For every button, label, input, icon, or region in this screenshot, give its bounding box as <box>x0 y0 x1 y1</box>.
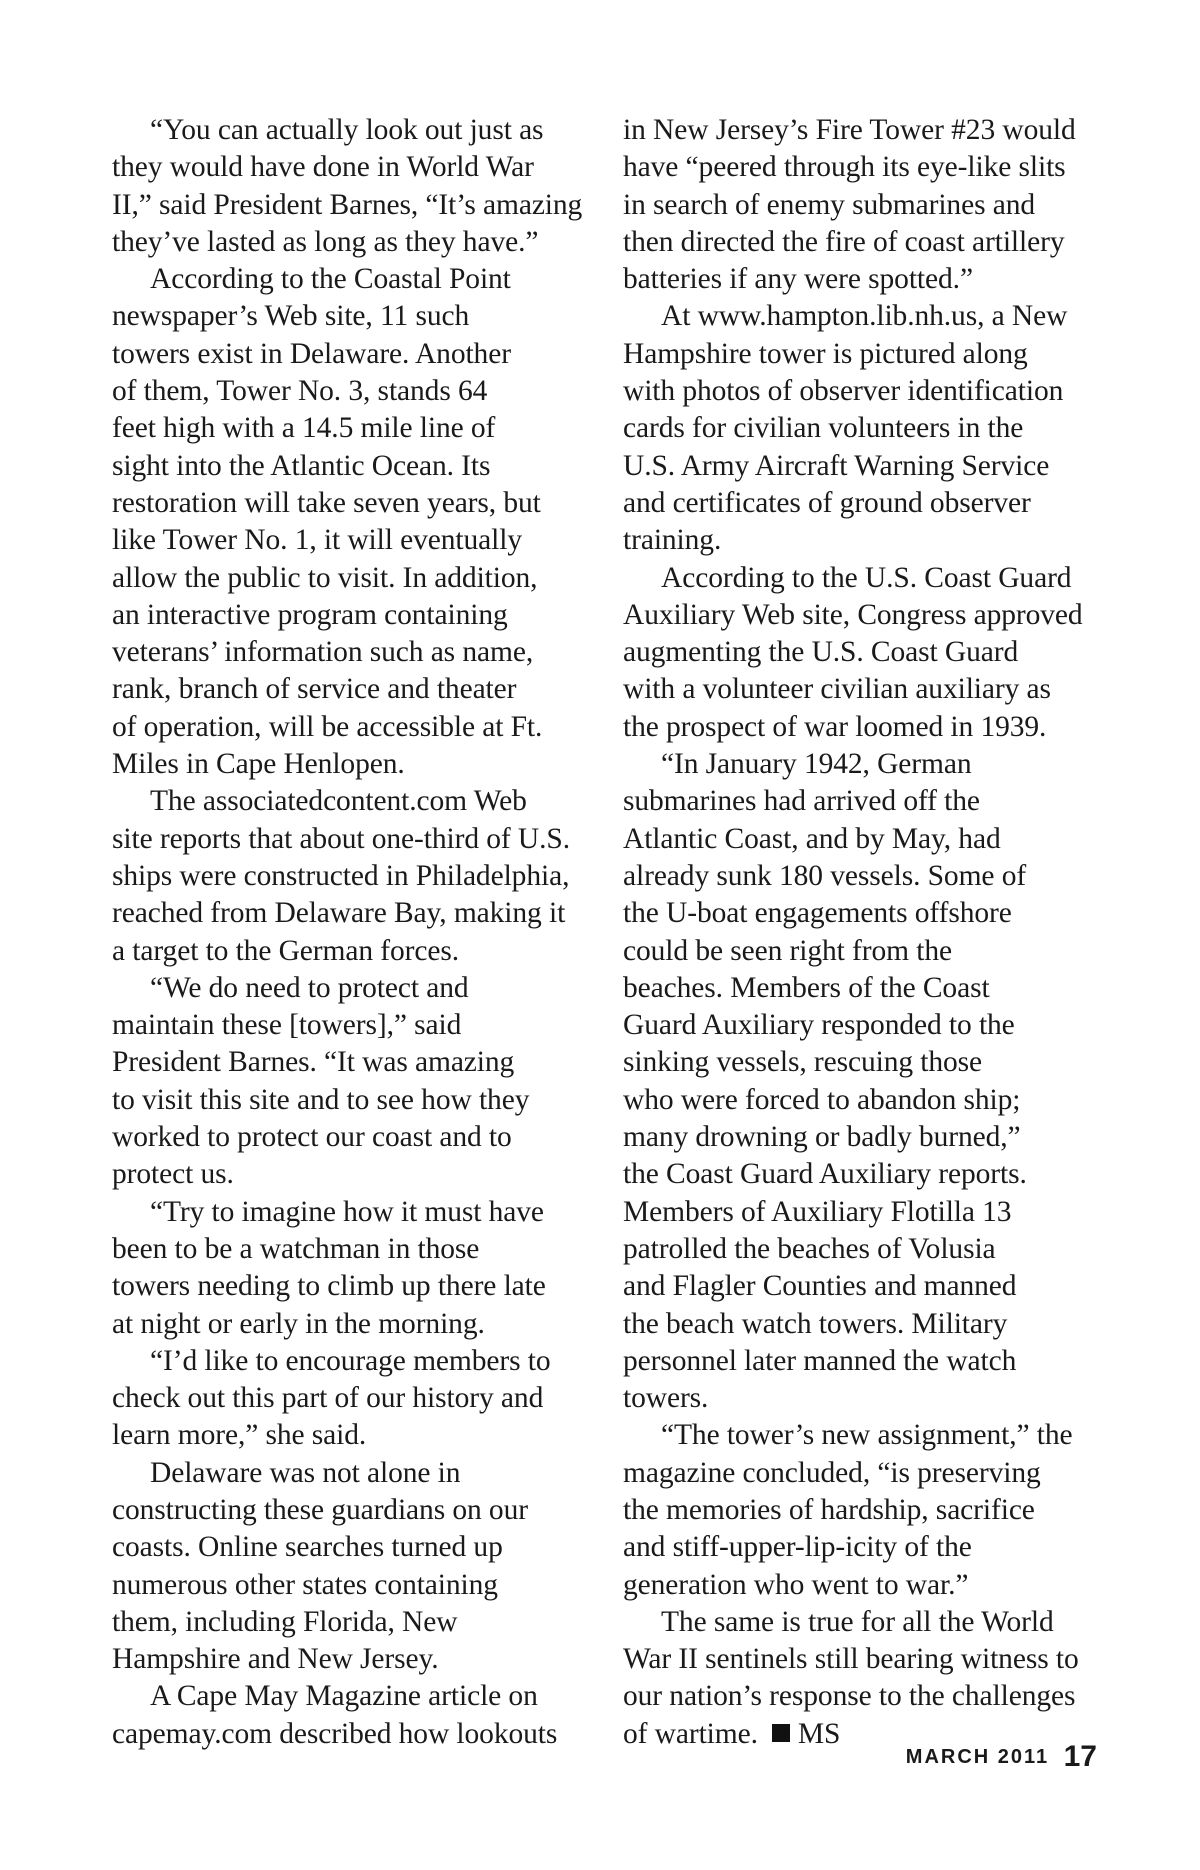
text-line: have “peered through its eye-like slits <box>623 151 1066 184</box>
article-paragraph <box>623 1604 1103 1753</box>
text-line: and certificates of ground observer <box>623 486 1031 519</box>
text-line: training. <box>623 524 722 557</box>
text-line: with photos of observer identification <box>623 375 1064 408</box>
article-paragraph <box>112 1455 602 1679</box>
text-line: then directed the fire of coast artillery <box>623 225 1065 258</box>
text-line: patrolled the beaches of Volusia <box>623 1232 996 1265</box>
text-line: According to the Coastal Point <box>150 263 511 296</box>
text-line: constructing these guardians on our <box>112 1493 528 1526</box>
text-line: many drowning or badly burned,” <box>623 1121 1021 1154</box>
text-line: sight into the Atlantic Ocean. Its <box>112 449 491 482</box>
text-line: Atlantic Coast, and by May, had <box>623 822 1001 855</box>
text-line: According to the U.S. Coast Guard <box>661 561 1072 594</box>
text-line: “Try to imagine how it must have <box>150 1195 544 1228</box>
text-line: magazine concluded, “is preserving <box>623 1456 1041 1489</box>
text-line: in search of enemy submarines and <box>623 188 1036 221</box>
text-line: generation who went to war.” <box>623 1568 969 1601</box>
text-line: veterans’ information such as name, <box>112 636 534 669</box>
text-line: coasts. Online searches turned up <box>112 1531 503 1564</box>
text-line: Delaware was not alone in <box>150 1456 461 1489</box>
text-line: a target to the German forces. <box>112 934 460 967</box>
text-line: they would have done in World War <box>112 151 534 184</box>
text-line: learn more,” she said. <box>112 1419 367 1452</box>
text-line: been to be a watchman in those <box>112 1232 480 1265</box>
text-line: restoration will take seven years, but <box>112 486 541 519</box>
text-line: batteries if any were spotted.” <box>623 263 973 296</box>
article-paragraph <box>112 261 602 783</box>
article-paragraph <box>623 746 1103 1417</box>
text-line: submarines had arrived off the <box>623 785 980 818</box>
text-line: our nation’s response to the challenges <box>623 1680 1076 1713</box>
text-line: check out this part of our history and <box>112 1382 544 1415</box>
text-line: them, including Florida, New <box>112 1605 458 1638</box>
text-line: President Barnes. “It was amazing <box>112 1046 515 1079</box>
article-paragraph <box>112 783 602 969</box>
text-line: personnel later manned the watch <box>623 1344 1017 1377</box>
text-line: and Flagler Counties and manned <box>623 1270 1017 1303</box>
text-line: allow the public to visit. In addition, <box>112 561 538 594</box>
text-line: ships were constructed in Philadelphia, <box>112 859 570 892</box>
text-line: beaches. Members of the Coast <box>623 971 990 1004</box>
text-line: “In January 1942, German <box>661 748 972 781</box>
text-line: cards for civilian volunteers in the <box>623 412 1024 445</box>
text-line: towers exist in Delaware. Another <box>112 337 511 370</box>
text-line: reached from Delaware Bay, making it <box>112 897 566 930</box>
text-line: The associatedcontent.com Web <box>150 785 527 818</box>
text-line: the U-boat engagements offshore <box>623 897 1012 930</box>
article-paragraph <box>112 970 602 1194</box>
text-line: in New Jersey’s Fire Tower #23 would <box>623 114 1076 146</box>
text-line: towers. <box>623 1382 709 1415</box>
text-line: worked to protect our coast and to <box>112 1121 512 1154</box>
article-paragraph <box>623 112 1103 298</box>
text-line: protect us. <box>112 1158 234 1191</box>
text-line: War II sentinels still bearing witness to <box>623 1643 1079 1676</box>
text-line: who were forced to abandon ship; <box>623 1083 1021 1116</box>
text-line: II,” said President Barnes, “It’s amazing <box>112 188 583 221</box>
text-line: they’ve lasted as long as they have.” <box>112 225 539 258</box>
article-paragraph <box>112 1343 602 1455</box>
issue-date: MARCH 2011 <box>905 1746 1050 1768</box>
article-paragraph <box>112 1678 602 1753</box>
text-line: Guard Auxiliary responded to the <box>623 1009 1015 1042</box>
article-paragraph <box>112 1194 602 1343</box>
text-line: At www.hampton.lib.nh.us, a New <box>661 300 1068 333</box>
page-number: 17 <box>1063 1740 1097 1773</box>
text-line: with a volunteer civilian auxiliary as <box>623 673 1051 706</box>
text-line: the memories of hardship, sacrifice <box>623 1493 1035 1526</box>
text-line: like Tower No. 1, it will eventually <box>112 524 522 557</box>
text-line: maintain these [towers],” said <box>112 1009 462 1042</box>
text-line: could be seen right from the <box>623 934 952 967</box>
text-line: the prospect of war loomed in 1939. <box>623 710 1047 743</box>
text-line: towers needing to climb up there late <box>112 1270 546 1303</box>
text-line: rank, branch of service and theater <box>112 673 517 706</box>
text-line: already sunk 180 vessels. Some of <box>623 859 1027 892</box>
text-line: to visit this site and to see how they <box>112 1083 530 1116</box>
left-column <box>112 112 602 1753</box>
text-line: augmenting the U.S. Coast Guard <box>623 636 1019 669</box>
text-line: feet high with a 14.5 mile line of <box>112 412 496 445</box>
text-line: site reports that about one-third of U.S. <box>112 822 570 855</box>
closing-text: of wartime. <box>623 1717 758 1750</box>
end-mark-icon <box>772 1724 790 1742</box>
text-line: newspaper’s Web site, 11 such <box>112 300 470 333</box>
text-line: “We do need to protect and <box>150 971 469 1004</box>
text-line: the Coast Guard Auxiliary reports. <box>623 1158 1027 1191</box>
text-line: numerous other states containing <box>112 1568 498 1601</box>
text-line: Hampshire tower is pictured along <box>623 337 1028 370</box>
text-line: “You can actually look out just as <box>150 114 544 146</box>
text-line: Miles in Cape Henlopen. <box>112 748 405 781</box>
text-line: Auxiliary Web site, Congress approved <box>623 598 1083 631</box>
text-line: at night or early in the morning. <box>112 1307 485 1340</box>
text-line: an interactive program containing <box>112 598 508 631</box>
text-line: A Cape May Magazine article on <box>150 1680 538 1713</box>
text-line: “The tower’s new assignment,” the <box>661 1419 1073 1452</box>
article-paragraph <box>623 1417 1103 1603</box>
article-paragraph <box>112 112 602 261</box>
page-footer <box>906 1740 1097 1774</box>
text-line: of them, Tower No. 3, stands 64 <box>112 375 488 408</box>
text-line: U.S. Army Aircraft Warning Service <box>623 449 1050 482</box>
author-byline: MS <box>797 1717 841 1750</box>
article-paragraph <box>623 298 1103 559</box>
text-line: The same is true for all the World <box>661 1605 1054 1638</box>
text-line: capemay.com described how lookouts <box>112 1717 558 1750</box>
text-line: Members of Auxiliary Flotilla 13 <box>623 1195 1012 1228</box>
article-paragraph <box>623 560 1103 746</box>
text-line: the beach watch towers. Military <box>623 1307 1008 1340</box>
right-column <box>623 112 1103 1753</box>
text-line: and stiff-upper-lip-icity of the <box>623 1531 972 1564</box>
text-line: sinking vessels, rescuing those <box>623 1046 983 1079</box>
text-line: “I’d like to encourage members to <box>150 1344 551 1377</box>
text-line: Hampshire and New Jersey. <box>112 1643 439 1676</box>
text-line: of operation, will be accessible at Ft. <box>112 710 543 743</box>
